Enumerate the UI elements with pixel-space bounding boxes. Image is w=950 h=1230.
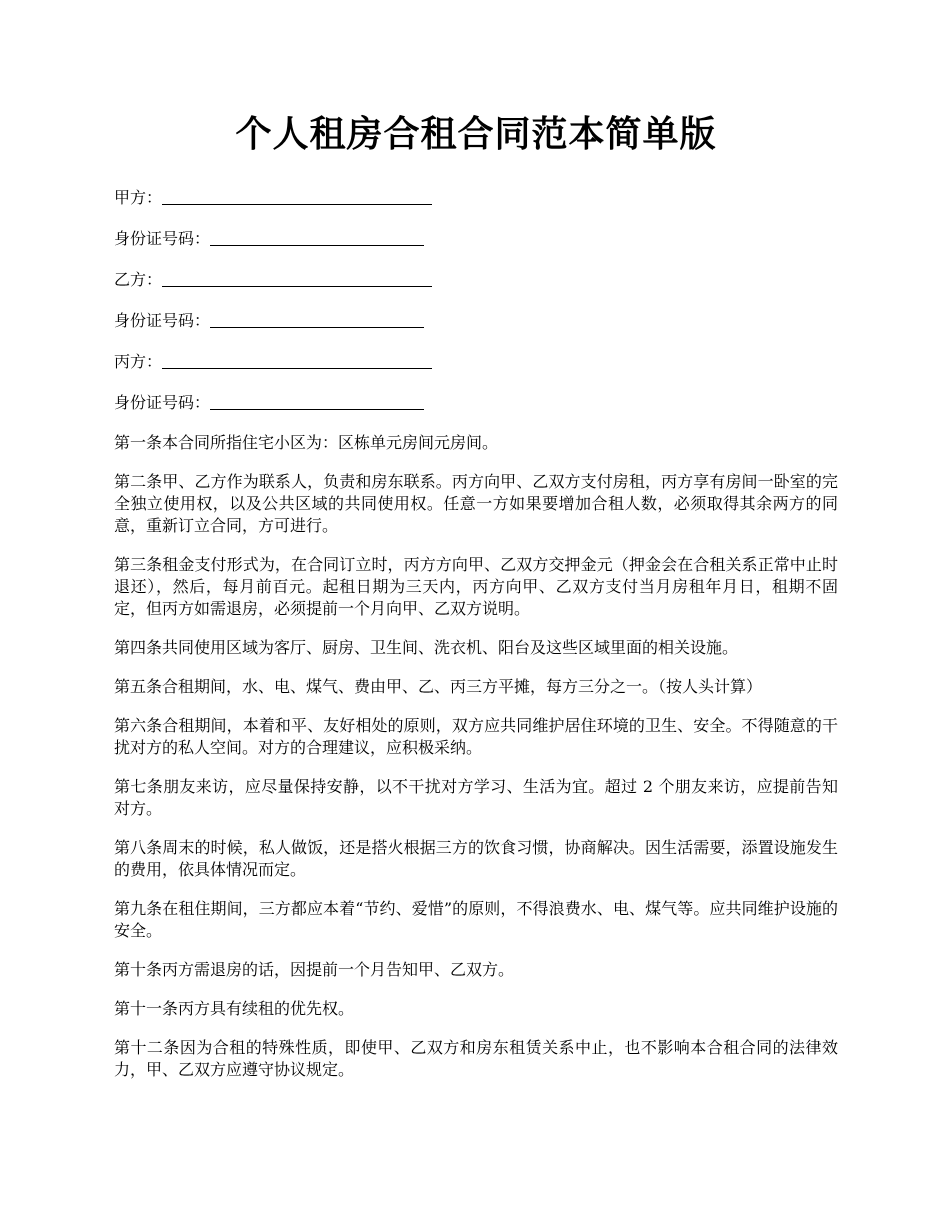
- party-a-id-field: [114, 227, 838, 251]
- party-a-blank[interactable]: [162, 188, 432, 205]
- party-b-id-field: [114, 309, 838, 333]
- clause-12: 第十二条因为合租的特殊性质，即使甲、乙双方和房东租赁关系中止，也不影响本合租合同的法律效力，甲、乙双方应遵守协议规定。: [114, 1038, 838, 1079]
- clause-10: 第十条丙方需退房的话，因提前一个月告知甲、乙双方。: [114, 960, 515, 979]
- clause-5: 第五条合租期间，水、电、煤气、费由甲、乙、丙三方平摊，每方三分之一。（按人头计算）: [114, 677, 763, 696]
- clause-9: 第九条在租住期间，三方都应本着“节约、爱惜”的原则，不得浪费水、电、煤气等。应共同维护设施的安全。: [114, 899, 838, 940]
- party-c-id-blank[interactable]: [210, 393, 424, 410]
- document-title: 个人租房合租合同范本简单版: [235, 113, 717, 155]
- party-b-id-label: 身份证号码：: [114, 311, 211, 330]
- party-a-id-label: 身份证号码：: [114, 229, 211, 248]
- clause-6: 第六条合租期间，本着和平、友好相处的原则，双方应共同维护居住环境的卫生、安全。不得随意的干扰对方的私人空间。对方的合理建议，应积极采纳。: [114, 716, 838, 757]
- party-a-id-blank[interactable]: [210, 229, 424, 246]
- clause-2: 第二条甲、乙方作为联系人，负责和房东联系。丙方向甲、乙双方支付房租，丙方享有房间一卧室的完全独立使用权，以及公共区域的共同使用权。任意一方如果要增加合租人数，必须取得其余两方的同意，重新订立合同，方可进行。: [114, 472, 838, 535]
- clauses: [114, 432, 838, 1081]
- clause-11: 第十一条丙方具有续租的优先权。: [114, 999, 355, 1018]
- party-b-id-blank[interactable]: [210, 311, 424, 328]
- clause-4: 第四条共同使用区域为客厅、厨房、卫生间、洗衣机、阳台及这些区域里面的相关设施。: [114, 638, 739, 657]
- party-fields: [114, 186, 838, 415]
- party-c-id-label: 身份证号码：: [114, 393, 211, 412]
- party-a-field: [114, 186, 838, 210]
- party-b-field: [114, 268, 838, 292]
- party-c-label: 丙方：: [114, 352, 163, 371]
- party-c-field: [114, 350, 838, 374]
- clause-1: 第一条本合同所指住宅小区为：区栋单元房间元房间。: [114, 433, 499, 452]
- party-c-id-field: [114, 391, 838, 415]
- party-b-blank[interactable]: [162, 270, 432, 287]
- party-a-label: 甲方：: [114, 188, 163, 207]
- clause-7: 第七条朋友来访，应尽量保持安静，以不干扰对方学习、生活为宜。超过 2 个朋友来访，应提前告知对方。: [114, 777, 838, 818]
- clause-8: 第八条周末的时候，私人做饭，还是搭火根据三方的饮食习惯，协商解决。因生活需要，添置设施发生的费用，依具体情况而定。: [114, 838, 838, 879]
- party-c-blank[interactable]: [162, 352, 432, 369]
- clause-3: 第三条租金支付形式为，在合同订立时，丙方方向甲、乙双方交押金元（押金会在合租关系正常中止时退还），然后，每月前百元。起租日期为三天内，丙方向甲、乙双方支付当月房租年月日，租期不固定，但丙方如需退房，必须提前一个月向甲、乙双方说明。: [114, 555, 838, 618]
- party-b-label: 乙方：: [114, 270, 163, 289]
